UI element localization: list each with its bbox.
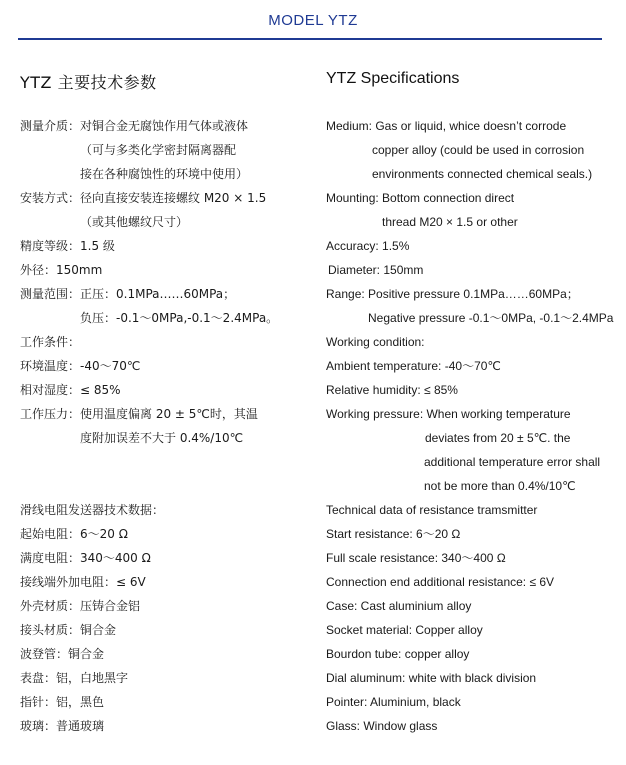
- en-spec-line: Negative pressure -0.1～0MPa, -0.1～2.4MPa: [368, 311, 614, 325]
- zh-spec-line: 接线端外加电阻：≤ 6V: [20, 575, 146, 589]
- zh-spec-line: （或其他螺纹尺寸）: [80, 215, 189, 229]
- zh-spec-line: 指针：铝，黑色: [20, 695, 105, 709]
- en-spec-line: Connection end additional resistance: ≤ 6V: [326, 575, 555, 589]
- en-spec-line: Accuracy: 1.5%: [326, 239, 410, 253]
- model-title: MODEL YTZ: [268, 12, 358, 29]
- en-spec-line: Socket material: Copper alloy: [326, 623, 483, 637]
- en-spec-line: environments connected chemical seals.): [372, 167, 593, 181]
- zh-spec-line: （可与多类化学密封隔离器配: [80, 143, 237, 157]
- zh-spec-line: 测量介质：对铜合金无腐蚀作用气体或液体: [20, 119, 249, 133]
- title-divider: [18, 38, 602, 40]
- zh-spec-line: 外径：150mm: [20, 263, 103, 277]
- zh-spec-line: 环境温度：-40～70℃: [20, 359, 141, 373]
- zh-spec-line: 度附加误差不大于 0.4%/10℃: [80, 431, 244, 445]
- english-specifications-heading: YTZ Specifications: [326, 70, 460, 87]
- zh-spec-line: 接头材质：铜合金: [20, 623, 117, 637]
- zh-spec-line: 负压：-0.1～0MPa,-0.1～2.4MPa。: [80, 311, 279, 325]
- en-spec-line: Glass: Window glass: [326, 719, 438, 733]
- zh-spec-line: 工作条件：: [20, 335, 81, 349]
- en-spec-line: Working condition:: [326, 335, 425, 349]
- en-spec-line: Full scale resistance: 340～400 Ω: [326, 551, 506, 565]
- zh-spec-line: 起始电阻：6～20 Ω: [20, 527, 128, 541]
- en-spec-line: Pointer: Aluminium, black: [326, 695, 461, 709]
- en-spec-line: Range: Positive pressure 0.1MPa……60MPa；: [326, 287, 579, 301]
- zh-spec-line: 接在各种腐蚀性的环境中使用）: [80, 167, 249, 181]
- en-spec-line: Working pressure: When working temperature: [326, 407, 571, 421]
- zh-spec-line: 安装方式：径向直接安装连接螺纹 M20 × 1.5: [20, 191, 267, 205]
- zh-spec-line: 滑线电阻发送器技术数据：: [20, 503, 165, 517]
- zh-spec-line: 测量范围：正压：0.1MPa……60MPa；: [20, 287, 236, 301]
- zh-spec-line: 满度电阻：340～400 Ω: [20, 551, 151, 565]
- en-spec-line: copper alloy (could be used in corrosion: [372, 143, 585, 157]
- zh-spec-line: 表盘：铝，白地黑字: [20, 671, 129, 685]
- en-spec-line: Technical data of resistance tramsmitter: [326, 503, 538, 517]
- en-spec-line: Ambient temperature: -40～70℃: [326, 359, 501, 373]
- zh-spec-line: 精度等级：1.5 级: [20, 239, 115, 253]
- en-spec-line: additional temperature error shall: [424, 455, 601, 469]
- zh-spec-line: 相对湿度：≤ 85%: [20, 383, 121, 397]
- zh-spec-line: 外壳材质：压铸合金铝: [20, 599, 141, 613]
- en-spec-line: Bourdon tube: copper alloy: [326, 647, 470, 661]
- en-spec-line: Relative humidity: ≤ 85%: [326, 383, 458, 397]
- en-spec-line: Case: Cast aluminium alloy: [326, 599, 472, 613]
- en-spec-line: Dial aluminum: white with black division: [326, 671, 537, 685]
- en-spec-line: Start resistance: 6～20 Ω: [326, 527, 461, 541]
- en-spec-line: Diameter: 150mm: [328, 263, 424, 277]
- zh-spec-line: 玻璃：普通玻璃: [20, 719, 105, 733]
- chinese-specifications-heading: YTZ 主要技术参数: [20, 73, 157, 92]
- en-spec-line: Medium: Gas or liquid, whice doesn’t corrode: [326, 119, 567, 133]
- en-spec-line: thread M20 × 1.5 or other: [382, 215, 518, 229]
- en-spec-line: Mounting: Bottom connection direct: [326, 191, 515, 205]
- zh-spec-line: 工作压力：使用温度偏离 20 ± 5℃时，其温: [20, 407, 258, 421]
- en-spec-line: deviates from 20 ± 5℃. the: [425, 431, 571, 445]
- en-spec-line: not be more than 0.4%/10℃: [424, 479, 576, 493]
- zh-spec-line: 波登管：铜合金: [20, 647, 105, 661]
